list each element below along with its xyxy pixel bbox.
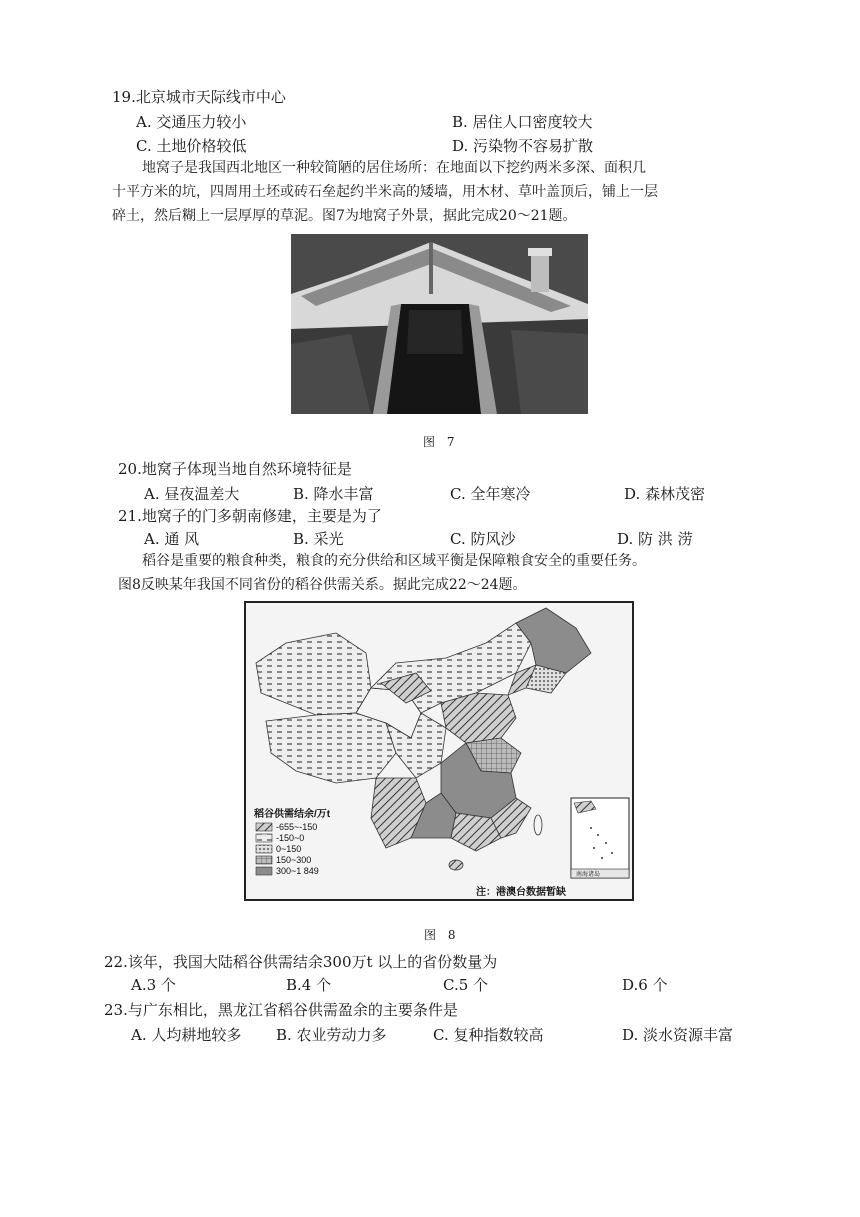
q21-option-d: D. 防 洪 涝 bbox=[617, 530, 693, 548]
china-rice-map bbox=[246, 603, 632, 899]
passage-line: 十平方米的坑，四周用土坯或砖石垒起约半米高的矮墙，用木材、草叶盖顶后，铺上一层 bbox=[112, 184, 658, 200]
q23-option-c: C. 复种指数较高 bbox=[433, 1026, 544, 1044]
legend-title: 稻谷供需结余/万t bbox=[254, 809, 331, 820]
q21-option-c: C. 防风沙 bbox=[450, 530, 516, 548]
passage-line: 碎土，然后糊上一层厚厚的草泥。图7为地窝子外景，据此完成20～21题。 bbox=[112, 208, 577, 224]
legend-item: 300~1 849 bbox=[276, 866, 319, 876]
q23-option-d: D. 淡水资源丰富 bbox=[622, 1026, 734, 1044]
q19-option-c: C. 土地价格较低 bbox=[136, 137, 247, 155]
q20-option-d: D. 森林茂密 bbox=[624, 485, 706, 503]
passage-diwozi bbox=[112, 156, 762, 228]
figure-7-caption: 图 7 bbox=[423, 435, 459, 449]
figure-8-map bbox=[244, 601, 634, 901]
legend-swatch bbox=[256, 845, 272, 853]
legend-item: 150~300 bbox=[276, 855, 312, 865]
passage-line: 图8反映某年我国不同省份的稻谷供需关系。据此完成22～24题。 bbox=[118, 577, 527, 593]
q22-stem: 22.该年，我国大陆稻谷供需结余300万t 以上的省份数量为 bbox=[104, 953, 498, 971]
q23-option-b: B. 农业劳动力多 bbox=[276, 1026, 387, 1044]
q20-option-b: B. 降水丰富 bbox=[293, 485, 374, 503]
q21-option-b: B. 采光 bbox=[293, 530, 344, 548]
q23-option-a: A. 人均耕地较多 bbox=[131, 1026, 242, 1044]
map-note: 注：港澳台数据暂缺 bbox=[476, 887, 566, 898]
q21-stem: 21.地窝子的门多朝南修建，主要是为了 bbox=[118, 507, 382, 525]
q20-stem: 20.地窝子体现当地自然环境特征是 bbox=[118, 460, 352, 478]
figure-7-photo bbox=[291, 234, 588, 414]
q20-option-a: A. 昼夜温差大 bbox=[144, 485, 240, 503]
q19-option-d: D. 污染物不容易扩散 bbox=[452, 137, 594, 155]
legend-item: -150~0 bbox=[276, 833, 305, 843]
q19-option-a: A. 交通压力较小 bbox=[136, 113, 247, 131]
figure-8-caption: 图 8 bbox=[424, 928, 460, 942]
passage-rice bbox=[118, 549, 768, 597]
legend-item: -655~-150 bbox=[276, 822, 318, 832]
legend-swatch bbox=[256, 834, 272, 842]
q22-option-b: B.4 个 bbox=[286, 976, 332, 994]
q19-option-b: B. 居住人口密度较大 bbox=[452, 113, 593, 131]
q23-stem: 23.与广东相比，黑龙江省稻谷供需盈余的主要条件是 bbox=[104, 1001, 458, 1019]
q22-option-d: D.6 个 bbox=[622, 976, 668, 994]
q20-option-c: C. 全年寒冷 bbox=[450, 485, 531, 503]
q22-option-c: C.5 个 bbox=[443, 976, 489, 994]
legend-swatch bbox=[256, 823, 272, 831]
q22-option-a: A.3 个 bbox=[131, 976, 176, 994]
legend-swatch bbox=[256, 856, 272, 864]
inset-label: 南海诸岛 bbox=[576, 872, 601, 878]
legend-swatch bbox=[256, 867, 272, 875]
passage-line: 地窝子是我国西北地区一种较简陋的居住场所：在地面以下挖约两米多深、面积几 bbox=[142, 160, 646, 176]
legend-item: 0~150 bbox=[276, 844, 302, 854]
q19-stem: 19.北京城市天际线市中心 bbox=[112, 88, 286, 106]
passage-line: 稻谷是重要的粮食种类，粮食的充分供给和区域平衡是保障粮食安全的重要任务。 bbox=[142, 553, 646, 569]
q21-option-a: A. 通 风 bbox=[144, 530, 200, 548]
